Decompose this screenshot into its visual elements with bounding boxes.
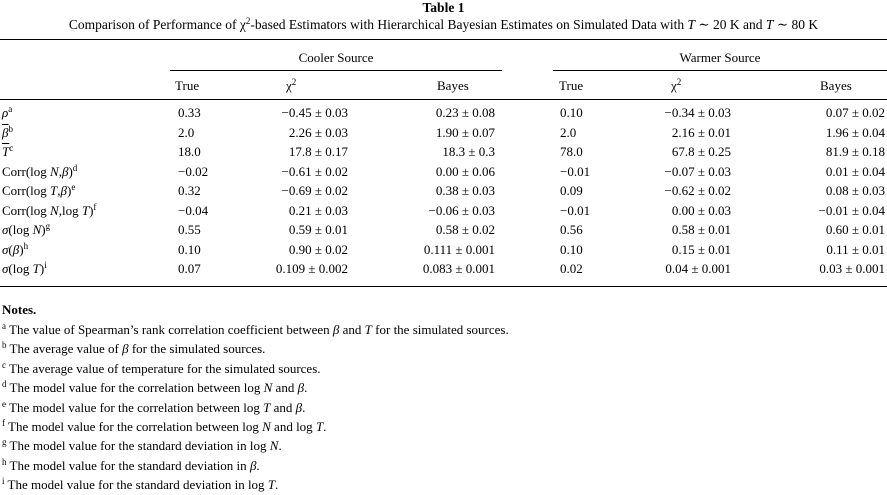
group-label-warmer: Warmer Source [679, 50, 761, 65]
note-item: $^f$ The model value for the correlation between log N and log T. [2, 418, 327, 435]
table-cell: 0.55 [178, 222, 201, 237]
table-cell: 0.23 ± 0.08 [435, 105, 495, 120]
head-chi2-cooler: $\chi^2$ [286, 77, 297, 93]
table-cell: 0.03 ± 0.001 [819, 261, 885, 276]
table-cell: 67.8 ± 0.25 [671, 144, 731, 159]
table-cell: −0.04 [178, 202, 209, 218]
table-cell: 18.0 [178, 144, 201, 159]
table-cell: 0.09 [560, 183, 583, 198]
note-item: $^h$ The model value for the standard deviation in β. [2, 456, 260, 473]
table-cell: 0.07 [178, 261, 201, 276]
table-cell: 2.0 [560, 124, 577, 140]
top-rule [0, 39, 887, 40]
table-cell: 0.58 ± 0.01 [671, 222, 731, 237]
table-cell: −0.01 ± 0.04 [818, 202, 885, 218]
table-cell: 1.96 ± 0.04 [825, 124, 885, 140]
table-cell: 2.0 [178, 124, 195, 140]
table-cell: −0.02 [178, 163, 209, 179]
table-cell: −0.07 ± 0.03 [664, 163, 731, 179]
group-rule-warmer [553, 70, 887, 71]
table-cell: 17.8 ± 0.17 [288, 144, 348, 159]
table-notes [2, 300, 882, 495]
row-label: $\overline{\beta}^b$ [2, 123, 13, 140]
table-cell: 0.56 [560, 222, 583, 237]
table-cell: 0.38 ± 0.03 [435, 183, 495, 198]
table-cell: 0.02 [560, 261, 583, 276]
head-chi2-warmer: $\chi^2$ [671, 77, 682, 93]
table-cell: 2.16 ± 0.01 [671, 124, 731, 140]
table-cell: 0.15 ± 0.01 [671, 241, 731, 257]
table-cell: 0.00 ± 0.06 [435, 163, 495, 179]
table-cell: 0.32 [178, 183, 201, 198]
row-label: Corr(log N,log T)$^f$ [2, 201, 97, 218]
table-cell: −0.45 ± 0.03 [281, 105, 348, 120]
table-cell: −0.01 [560, 163, 591, 179]
table-cell: 0.07 ± 0.02 [825, 105, 885, 120]
head-bayes-warmer: Bayes [820, 78, 852, 93]
table-cell: −0.01 [560, 202, 591, 218]
table-cell: 0.111 ± 0.001 [423, 241, 495, 257]
group-label-cooler: Cooler Source [298, 50, 374, 65]
table-cell: 0.10 [560, 105, 583, 120]
table-cell: 0.109 ± 0.002 [275, 261, 348, 276]
table-cell: 0.083 ± 0.001 [422, 261, 495, 276]
notes-heading: Notes. [2, 302, 37, 317]
row-label: σ(log T)$^i$ [2, 260, 47, 276]
table-cell: 0.00 ± 0.03 [671, 202, 731, 218]
header-rule [0, 99, 887, 100]
table-cell: 18.3 ± 0.3 [442, 144, 495, 159]
table-cell: 0.59 ± 0.01 [288, 222, 348, 237]
table-cell: 0.21 ± 0.03 [288, 202, 348, 218]
table-cell: −0.61 ± 0.02 [281, 163, 348, 179]
head-true-warmer: True [559, 78, 584, 93]
row-label: Corr(log T,β)$^e$ [2, 182, 76, 198]
note-item: $^g$ The model value for the standard deviation in log N. [2, 437, 282, 454]
table-cell: −0.06 ± 0.03 [428, 202, 495, 218]
table-cell: 0.33 [178, 105, 201, 120]
table-cell: 81.9 ± 0.18 [825, 144, 885, 159]
row-label: $\sigma(\beta)^h$ [2, 240, 29, 257]
table-cell: 0.08 ± 0.03 [825, 183, 885, 198]
note-item: $^e$ The model value for the correlation between log T and β. [2, 398, 306, 415]
row-label: Corr(log N,β)$^d$ [2, 162, 78, 179]
row-label: σ(log N)$^g$ [2, 221, 51, 237]
bottom-rule [0, 286, 887, 287]
table-cell: −0.34 ± 0.03 [664, 105, 731, 120]
table-cell: 0.01 ± 0.04 [825, 163, 885, 179]
table-cell: 0.10 [178, 241, 201, 257]
note-item: $^a$ The value of Spearman’s rank correlation coefficient between β and T for the simulated sources. [2, 321, 509, 337]
table-cell: 0.90 ± 0.02 [288, 241, 348, 257]
table-title: Table 1 [422, 0, 465, 15]
note-item: $^d$ The model value for the correlation between log N and β. [2, 379, 308, 396]
table-cell: 0.04 ± 0.001 [665, 261, 731, 276]
head-bayes-cooler: Bayes [437, 78, 469, 93]
row-label: $\overline{T}^c$ [2, 143, 14, 159]
table-cell: 2.26 ± 0.03 [288, 124, 348, 140]
table-cell: 0.60 ± 0.01 [825, 222, 885, 237]
table-cell: 78.0 [560, 144, 583, 159]
note-item: $^i$ The model value for the standard deviation in log T. [2, 476, 279, 493]
table-cell: 1.90 ± 0.07 [435, 124, 495, 140]
row-label: $\rho^a$ [2, 104, 13, 120]
table-caption: Comparison of Performance of $\chi^2$-based Estimators with Hierarchical Bayesian Estimates on Simulated Data with T ∼ 20 K and T ∼ 80 K [68, 16, 819, 32]
table-cell: 0.58 ± 0.02 [435, 222, 495, 237]
note-item: $^b$ The average value of β for the simulated sources. [2, 340, 266, 357]
table-cell: 0.10 [560, 241, 583, 257]
table-cell: −0.69 ± 0.02 [281, 183, 348, 198]
group-rule-cooler [170, 70, 502, 71]
table-cell: −0.62 ± 0.02 [664, 183, 731, 198]
head-true-cooler: True [175, 78, 200, 93]
note-item: $^c$ The average value of temperature for the simulated sources. [2, 359, 321, 376]
table-cell: 0.11 ± 0.01 [826, 241, 885, 257]
